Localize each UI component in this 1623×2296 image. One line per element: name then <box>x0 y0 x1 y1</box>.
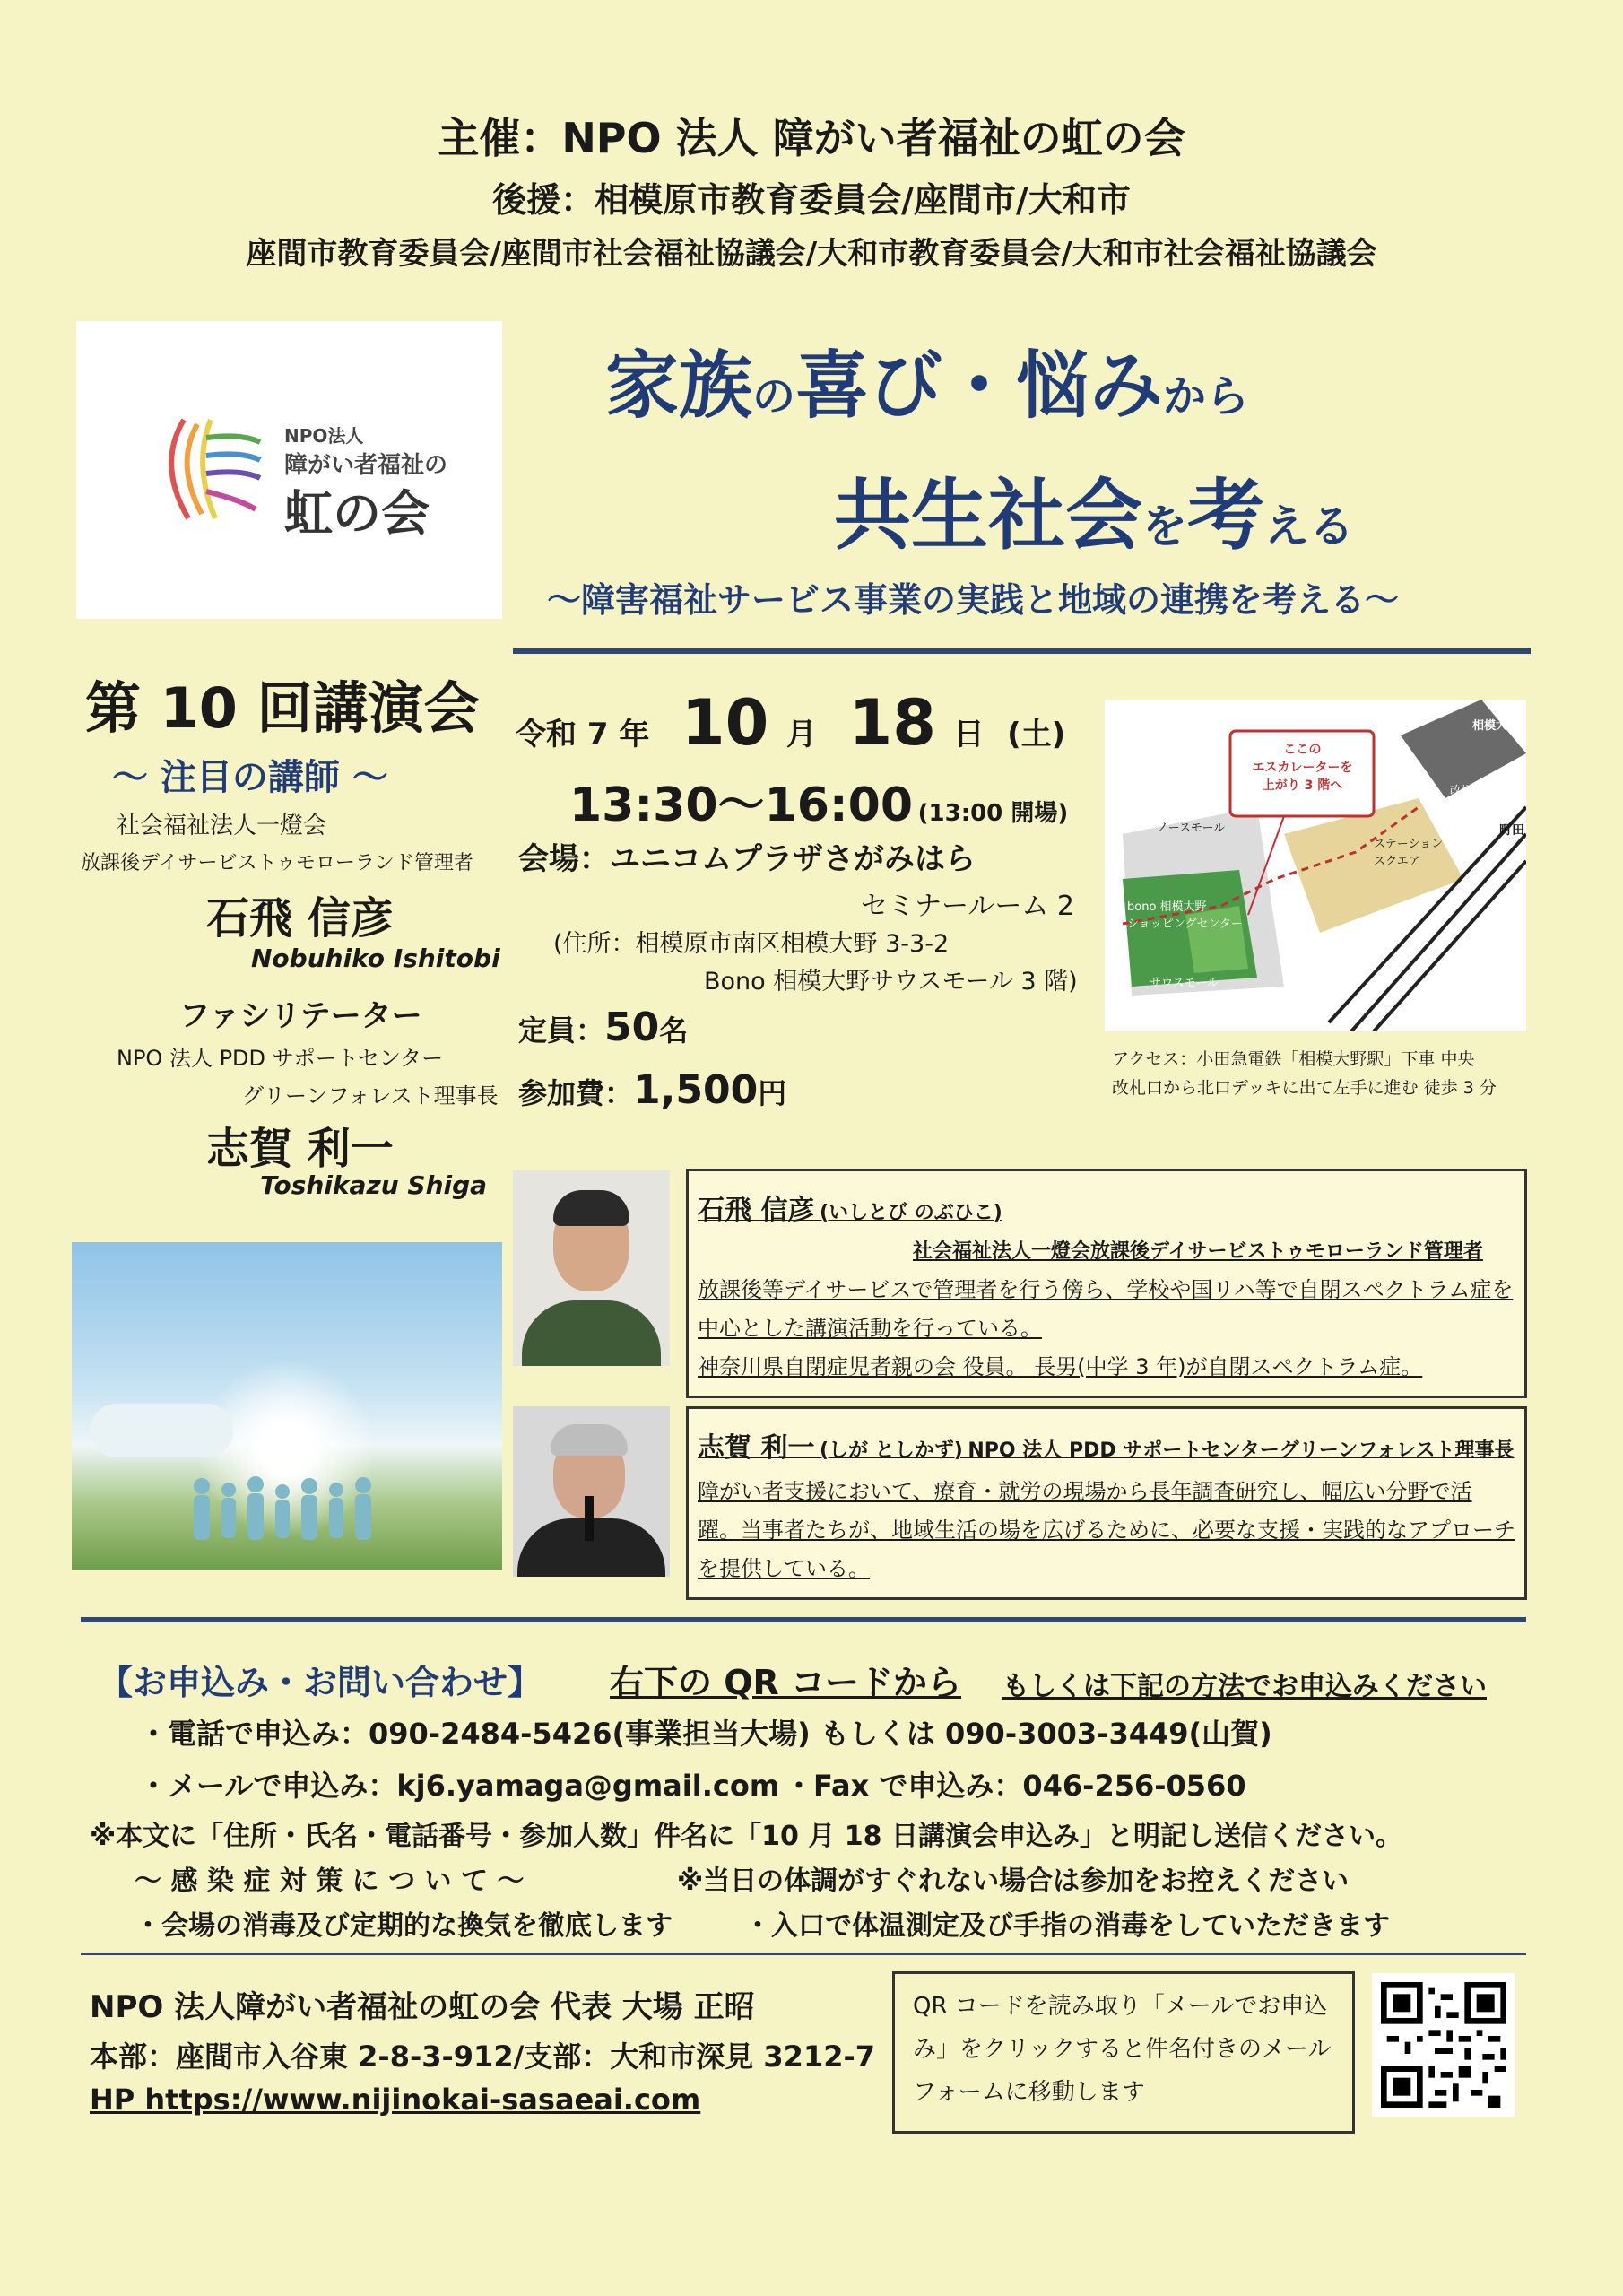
day: 18 <box>848 686 936 760</box>
title-1a: 家族 <box>605 344 753 429</box>
capacity-unit: 名 <box>659 1013 689 1048</box>
address-1: (住所：相模原市南区相模大野 3-3-2 <box>553 930 950 958</box>
title-1b: の <box>752 371 796 422</box>
community-image <box>72 1242 502 1570</box>
speaker1-name: 石飛 信彦 <box>206 893 394 944</box>
speaker1-role: 放課後デイサービストゥモローランド管理者 <box>81 852 473 874</box>
support-line-1: 後援：相模原市教育委員会/座間市/大和市 <box>492 180 1131 220</box>
access-1: アクセス：小田急電鉄「相模大野駅」下車 中央 <box>1112 1049 1475 1069</box>
people-silhouette-icon <box>188 1475 377 1547</box>
divider-bottom <box>81 1953 1526 1955</box>
month: 10 <box>681 686 769 760</box>
bio2-name: 志賀 利一 <box>698 1432 815 1464</box>
shirt <box>522 1300 661 1366</box>
weekday: (土) <box>1007 717 1066 752</box>
title-2d: える <box>1264 500 1354 552</box>
bio2-title: NPO 法人 PDD サポートセンターグリーンフォレスト理事長 <box>968 1439 1515 1462</box>
divider-top <box>513 648 1531 654</box>
map-station: 相模大野 <box>1472 719 1520 733</box>
speaker1-org: 社会福祉法人一燈会 <box>117 813 327 839</box>
qr-code[interactable] <box>1372 1973 1515 2117</box>
title-line-1 <box>605 327 1249 432</box>
bio2-line2: 躍。当事者たちが、地域生活の場を広げるために、必要な支援・実践的なアプローチ <box>698 1518 1515 1543</box>
covid-line2: ・入口で体温測定及び手指の消毒をしていただきます <box>744 1910 1390 1942</box>
event-date <box>516 686 1065 760</box>
day-unit: 日 <box>953 717 985 752</box>
venue: 会場：ユニコムプラザさがみはら <box>518 841 976 877</box>
divider-middle <box>81 1617 1526 1622</box>
apply-note: ※本文に「住所・氏名・電話番号・参加人数」件名に「10 月 18 日講演会申込み」と明記し送信ください。 <box>90 1821 1402 1852</box>
apply-heading: 【お申込み・お問い合わせ】 <box>99 1663 542 1702</box>
capacity-label: 定員： <box>518 1013 605 1048</box>
speaker2-photo <box>513 1406 670 1577</box>
speaker1-photo <box>513 1170 670 1366</box>
organizer: 主催：NPO 法人 障がい者福祉の虹の会 <box>438 114 1185 162</box>
capacity <box>518 1004 688 1050</box>
fee-unit: 円 <box>758 1076 787 1110</box>
hair <box>553 1190 629 1226</box>
fee-label: 参加費： <box>518 1076 634 1110</box>
address-2: Bono 相模大野サウスモール 3 階) <box>704 968 1078 996</box>
room: セミナールーム 2 <box>861 891 1075 922</box>
hair <box>551 1424 628 1456</box>
apply-phone: ・電話で申込み：090-2484-5426(事業担当大場) もしくは 090-3003-3449(山賀) <box>139 1717 1272 1751</box>
apply-qr-text: 右下の QR コードから <box>610 1663 962 1702</box>
subtitle: ～障害福祉サービス事業の実践と地域の連携を考える～ <box>547 580 1400 620</box>
map-north: ノースモール <box>1157 822 1226 835</box>
covid-note: ※当日の体調がすぐれない場合は参加をお控えください <box>677 1866 1350 1897</box>
month-unit: 月 <box>785 717 817 752</box>
fee <box>518 1067 786 1113</box>
speaker2-roman: Toshikazu Shiga <box>260 1170 488 1200</box>
footer-hp[interactable]: HP https://www.nijinokai-sasaeai.com <box>90 2083 701 2117</box>
covid-line1: ・会場の消毒及び定期的な換気を徹底します <box>135 1910 673 1942</box>
speaker1-roman: Nobuhiko Ishitobi <box>251 944 500 973</box>
fee-value: 1,500 <box>633 1067 759 1113</box>
footer-org: NPO 法人障がい者福祉の虹の会 代表 大場 正昭 <box>90 1989 755 2025</box>
era: 令和 7 年 <box>516 717 650 752</box>
logo-small: NPO法人 <box>284 425 364 447</box>
apply-fax: ・Fax で申込み：046-256-0560 <box>785 1769 1246 1803</box>
speaker2-org: NPO 法人 PDD サポートセンター <box>117 1046 443 1071</box>
speaker2-bio-box <box>686 1406 1527 1600</box>
title-1d: から <box>1163 371 1250 422</box>
time: 13:30～16:00 <box>569 778 914 832</box>
lecture-title: 第 10 回講演会 <box>85 675 480 741</box>
logo-box <box>76 321 502 619</box>
speaker2-name: 志賀 利一 <box>206 1124 394 1174</box>
rainbow-hands-logo-icon <box>157 402 265 536</box>
qr-note-box <box>892 1971 1355 2134</box>
speaker1-bio-box <box>686 1169 1527 1398</box>
bio1-line1: 放課後等デイサービスで管理者を行う傍ら、学校や国リハ等で自閉スペクトラム症を <box>698 1277 1514 1302</box>
speaker2-role: グリーンフォレスト理事長 <box>242 1083 499 1109</box>
title-2c: 考 <box>1187 471 1264 561</box>
map-south: サウスモール <box>1150 977 1219 990</box>
bio1-heading <box>698 1187 1002 1227</box>
bio2-heading <box>698 1425 1515 1465</box>
qr-note: QR コードを読み取り「メールでお申込み」をクリックすると件名付きのメールフォームに移動します <box>913 1993 1332 2106</box>
facilitator-label: ファシリテーター <box>179 998 422 1034</box>
bio1-title: 社会福祉法人一燈会放課後デイサービストゥモローランド管理者 <box>913 1240 1483 1263</box>
bio1-name: 石飛 信彦 <box>698 1195 815 1226</box>
microphone-icon <box>585 1496 594 1541</box>
logo-big: 虹の会 <box>284 485 430 542</box>
title-line-2 <box>834 453 1354 564</box>
access-map <box>1105 700 1526 1031</box>
bio2-kana: (しが としかず) <box>820 1439 963 1462</box>
map-station-square: ステーション スクエア <box>1374 838 1444 868</box>
featured-speakers: ～ 注目の講師 ～ <box>112 757 388 798</box>
title-2b: を <box>1142 500 1187 552</box>
apply-or-text: もしくは下記の方法でお申込みください <box>1002 1671 1487 1702</box>
qr-code-icon <box>1381 1982 1506 2108</box>
bio1-kana: (いしとび のぶひこ) <box>820 1202 1002 1224</box>
map-gate: 改札口 <box>1450 784 1483 796</box>
bio1-line3: 神奈川県自閉症児者親の会 役員。 長男(中学 3 年)が自閉スペクトラム症。 <box>698 1354 1423 1379</box>
map-callout: ここの エスカレーターを 上がり 3 階へ <box>1252 743 1353 793</box>
support-line-2: 座間市教育委員会/座間市社会福祉協議会/大和市教育委員会/大和市社会福祉協議会 <box>246 236 1377 272</box>
bio2-line1: 障がい者支援において、療育・就労の現場から長年調査研究し、幅広い分野で活 <box>698 1479 1472 1504</box>
bio1-line2: 中心とした講演活動を行っている。 <box>698 1316 1042 1341</box>
footer-address: 本部：座間市入谷東 2-8-3-912/支部：大和市深見 3212-7 <box>90 2039 876 2074</box>
logo-mid: 障がい者福祉の <box>284 452 448 479</box>
title-2a: 共生社会 <box>834 471 1142 561</box>
map-machida: 町田 <box>1499 823 1524 838</box>
event-time <box>569 767 1068 834</box>
capacity-value: 50 <box>604 1004 660 1050</box>
covid-title: ～ 感 染 症 対 策 に つ い て ～ <box>135 1866 525 1897</box>
map-bono: bono 相模大野 ショッピングセンター <box>1127 900 1243 931</box>
cloud <box>90 1404 233 1457</box>
title-1c: 喜び・悩み <box>795 344 1164 429</box>
open-time: (13:00 開場) <box>917 800 1069 827</box>
bio2-line3: を提供している。 <box>698 1556 870 1581</box>
apply-mail: ・メールで申込み：kj6.yamaga@gmail.com <box>139 1769 780 1803</box>
access-2: 改札口から北口デッキに出て左手に進む 徒歩 3 分 <box>1112 1078 1497 1098</box>
